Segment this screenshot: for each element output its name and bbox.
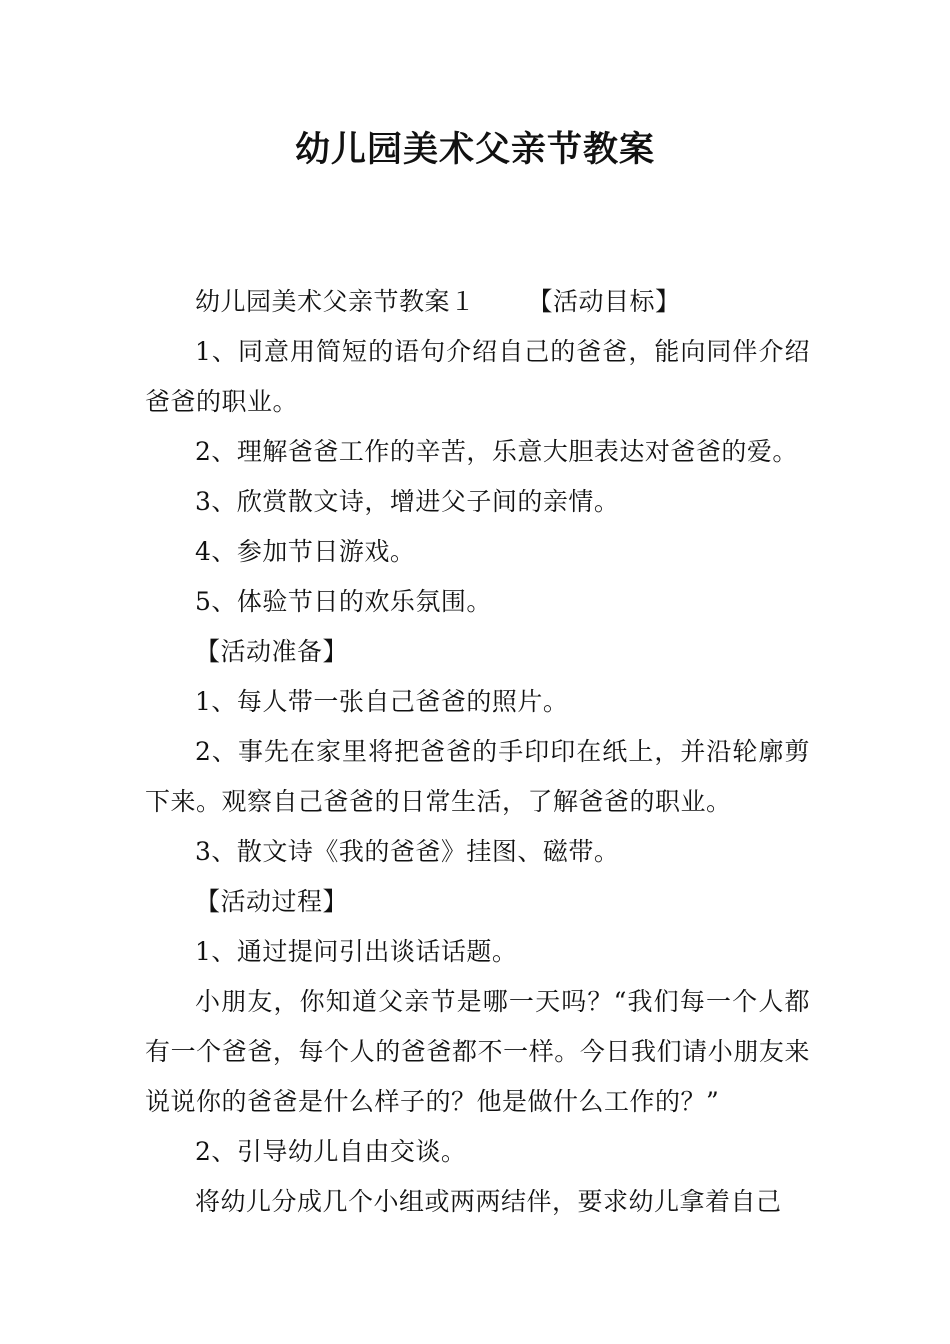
paragraph: 3、散文诗《我的爸爸》挂图、磁带。 [195, 837, 620, 866]
paragraph: 小朋友，你知道父亲节是哪一天吗？“我们每一个人都有一个爸爸，每个人的爸爸都不一样。今日我们请小朋友来说说你的爸爸是什么样子的？他是做什么工作的？” [145, 987, 810, 1116]
section-heading-goals: 【活动目标】 [527, 287, 681, 316]
section-heading-process: 【活动过程】 [195, 887, 349, 916]
paragraph: 1、每人带一张自己爸爸的照片。 [195, 687, 569, 716]
paragraph: 5、体验节日的欢乐氛围。 [195, 587, 492, 616]
paragraph: 3、欣赏散文诗，增进父子间的亲情。 [195, 487, 620, 516]
paragraph: 1、同意用简短的语句介绍自己的爸爸，能向同伴介绍爸爸的职业。 [145, 337, 810, 416]
paragraph: 2、引导幼儿自由交谈。 [195, 1137, 467, 1166]
paragraph: 2、理解爸爸工作的辛苦，乐意大胆表达对爸爸的爱。 [195, 437, 798, 466]
paragraph: 2、事先在家里将把爸爸的手印印在纸上，并沿轮廓剪下来。观察自己爸爸的日常生活，了解爸爸的职业。 [145, 737, 810, 816]
lesson-plan-heading: 幼儿园美术父亲节教案１ [195, 287, 476, 316]
paragraph: 1、通过提问引出谈话话题。 [195, 937, 518, 966]
document-body [145, 277, 810, 1227]
document-title: 幼儿园美术父亲节教案 [294, 130, 655, 170]
section-heading-preparation: 【活动准备】 [195, 637, 349, 666]
paragraph: 4、参加节日游戏。 [195, 537, 416, 566]
paragraph-section-heading [145, 277, 810, 327]
paragraph: 将幼儿分成几个小组或两两结伴，要求幼儿拿着自己 [195, 1187, 782, 1216]
